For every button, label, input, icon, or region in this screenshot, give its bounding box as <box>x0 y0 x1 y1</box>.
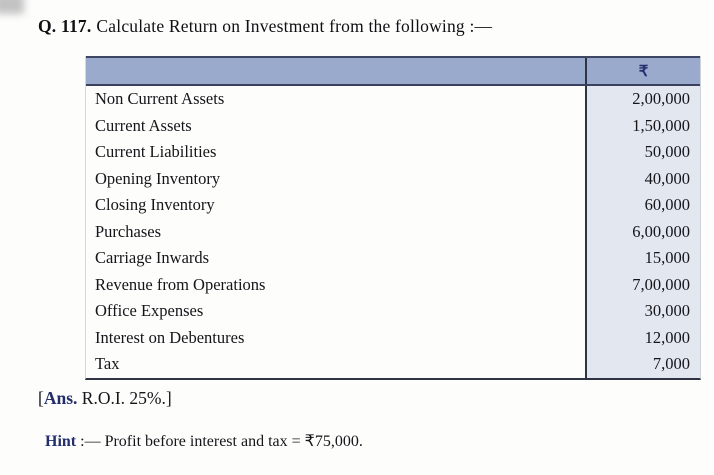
table-row <box>86 166 700 193</box>
row-value: 50,000 <box>585 139 700 166</box>
row-label: Office Expenses <box>95 301 204 321</box>
row-value: 7,00,000 <box>585 272 700 299</box>
question-title <box>38 16 492 37</box>
question-number: Q. 117. <box>38 16 92 36</box>
row-label: Interest on Debentures <box>95 327 245 347</box>
row-label: Purchases <box>95 221 161 241</box>
table-row <box>86 325 700 352</box>
table-row <box>86 139 700 166</box>
hint-text: :— Profit before interest and tax = ₹75,000. <box>76 433 363 450</box>
table-row <box>86 272 700 299</box>
row-value: 6,00,000 <box>585 219 700 246</box>
row-value: 7,000 <box>585 351 700 378</box>
scan-shadow-artifact <box>0 0 24 14</box>
row-label: Current Liabilities <box>95 142 217 162</box>
answer-text: R.O.I. 25%.] <box>77 388 172 408</box>
rupee-symbol: ₹ <box>585 58 700 84</box>
table-row <box>86 86 700 113</box>
table-row <box>86 351 700 378</box>
row-value: 40,000 <box>585 166 700 193</box>
row-label: Current Assets <box>95 115 192 135</box>
answer-bracket: [ <box>38 388 44 408</box>
header-particulars-cell <box>86 58 585 84</box>
table-row <box>86 298 700 325</box>
row-label: Tax <box>95 354 120 374</box>
row-label: Closing Inventory <box>95 195 215 215</box>
table-header-row <box>86 56 700 86</box>
row-label: Revenue from Operations <box>95 274 266 294</box>
row-value: 1,50,000 <box>585 113 700 140</box>
table-row <box>86 245 700 272</box>
hint-label: Hint <box>45 433 77 450</box>
table-row <box>86 219 700 246</box>
question-text: Calculate Return on Investment from the following :— <box>96 16 493 36</box>
row-label: Non Current Assets <box>95 89 225 109</box>
row-value: 30,000 <box>585 298 700 325</box>
hint-line <box>45 431 363 451</box>
row-label: Opening Inventory <box>95 168 221 188</box>
amounts-table <box>85 56 701 380</box>
row-value: 60,000 <box>585 192 700 219</box>
answer-line <box>38 388 172 409</box>
answer-label: Ans. <box>43 388 78 408</box>
row-value: 12,000 <box>585 325 700 352</box>
row-label: Carriage Inwards <box>95 248 210 268</box>
row-value: 2,00,000 <box>585 86 700 113</box>
row-value: 15,000 <box>585 245 700 272</box>
table-row <box>86 192 700 219</box>
table-row <box>86 113 700 140</box>
